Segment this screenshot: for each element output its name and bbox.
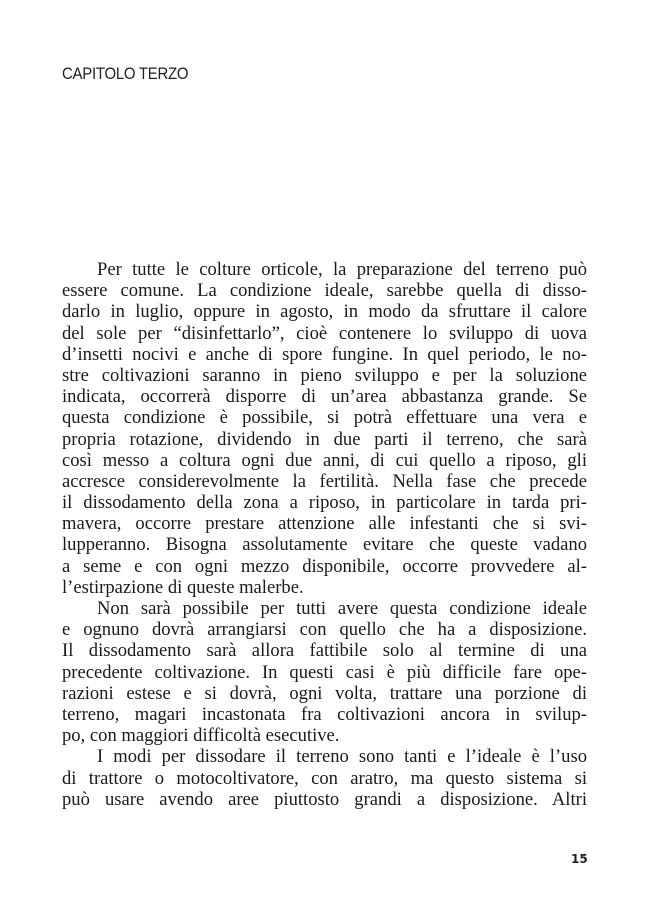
chapter-heading: CAPITOLO TERZO: [62, 64, 189, 83]
paragraph: [62, 746, 587, 810]
text-line: lupperanno. Bisogna assolutamente evitare che queste vadano: [62, 534, 587, 556]
text-line: po, con maggiori difficoltà esecutive.: [62, 725, 340, 747]
paragraph: [62, 259, 587, 598]
text-line: precedente coltivazione. In questi casi è più difficile fare ope-: [62, 661, 587, 683]
text-line: essere comune. La condizione ideale, sarebbe quella di disso-: [62, 280, 587, 302]
text-line: di trattore o motocoltivatore, con aratro, ma questo sistema si: [62, 767, 587, 789]
page-number: 15: [571, 852, 588, 866]
text-line: a seme e con ogni mezzo disponibile, occorre provvedere al-: [62, 555, 587, 577]
text-line: I modi per dissodare il terreno sono tanti e l’ideale è l’uso: [97, 746, 587, 768]
text-line: terreno, magari incastonata fra coltivazioni ancora in svilup-: [62, 703, 587, 725]
text-line: così messo a coltura ogni due anni, di cui quello a riposo, gli: [62, 449, 587, 471]
text-line: del sole per “disinfettarlo”, cioè contenere lo sviluppo di uova: [62, 322, 587, 344]
text-line: accresce considerevolmente la fertilità. Nella fase che precede: [62, 470, 587, 492]
text-line: indicata, occorrerà disporre di un’area abbastanza grande. Se: [62, 386, 587, 408]
text-line: e ognuno dovrà arrangiarsi con quello che ha a disposizione.: [62, 619, 587, 641]
text-line: l’estirpazione di queste malerbe.: [62, 576, 304, 598]
text-line: stre coltivazioni saranno in pieno sviluppo e per la soluzione: [62, 364, 587, 386]
text-line: questa condizione è possibile, si potrà effettuare una vera e: [62, 407, 587, 429]
body-text: [62, 259, 587, 810]
text-line: propria rotazione, dividendo in due parti il terreno, che sarà: [62, 428, 587, 450]
paragraph: [62, 598, 587, 746]
text-line: può usare avendo aree piuttosto grandi a disposizione. Altri: [62, 788, 587, 810]
text-line: Non sarà possibile per tutti avere questa condizione ideale: [97, 598, 587, 619]
text-line: d’insetti nocivi e anche di spore fungine. In quel periodo, le no-: [62, 343, 587, 365]
text-line: mavera, occorre prestare attenzione alle infestanti che si svi-: [62, 513, 587, 535]
text-line: Per tutte le colture orticole, la preparazione del terreno può: [97, 259, 587, 280]
text-line: Il dissodamento sarà allora fattibile solo al termine di una: [62, 640, 587, 662]
text-line: il dissodamento della zona a riposo, in particolare in tarda pri-: [62, 492, 587, 514]
text-line: darlo in luglio, oppure in agosto, in modo da sfruttare il calore: [62, 301, 587, 323]
text-line: razioni estese e si dovrà, ogni volta, trattare una porzione di: [62, 682, 587, 704]
